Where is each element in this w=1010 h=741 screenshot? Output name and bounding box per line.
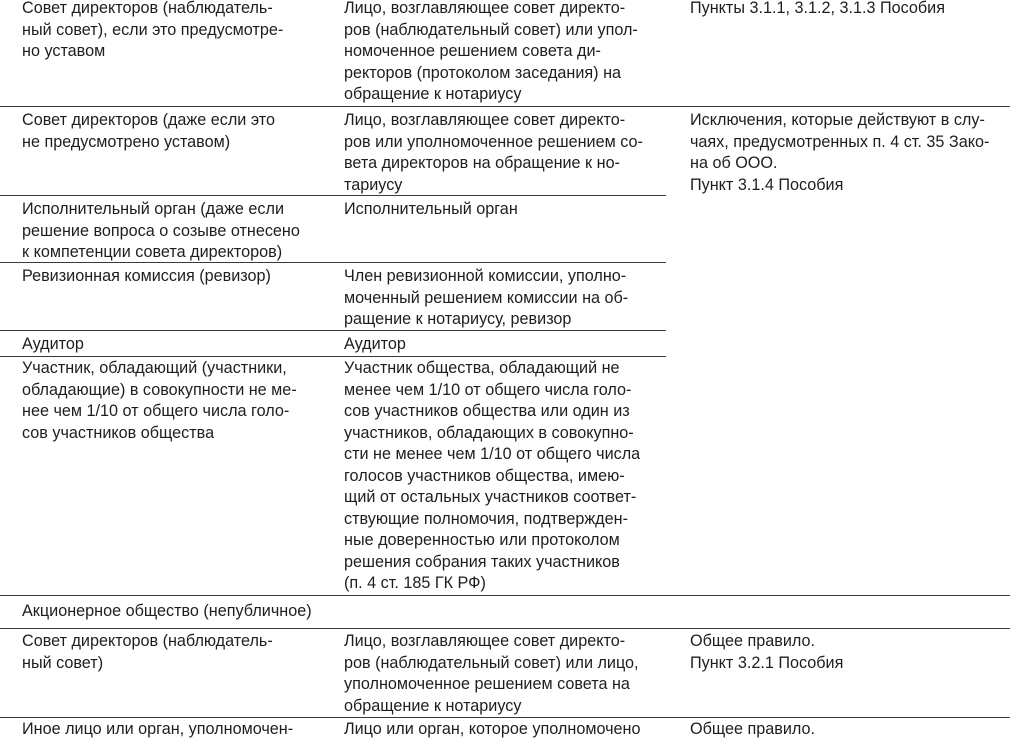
- row5-applicant: Аудитор: [344, 335, 406, 353]
- row5-initiator: Аудитор: [22, 335, 84, 353]
- row8-reference: Общее правило.: [690, 720, 816, 738]
- section-divider: [0, 628, 1010, 629]
- row4-applicant: Член ревизионной комиссии, уполно- моченный решением комиссии на об- ращение к нотариусу, ревизор: [344, 267, 629, 328]
- row2-initiator: Совет директоров (даже если это не предусмотрено уставом): [22, 111, 275, 151]
- row1-applicant: Лицо, возглавляющее совет директо- ров (наблюдательный совет) или упол- номоченное решением совета ди- ректоров (протоколом заседания) на обращение к нотариусу: [344, 0, 638, 103]
- row7-reference: Общее правило. Пункт 3.2.1 Пособия: [690, 632, 844, 672]
- row6-initiator: Участник, обладающий (участники, обладающие) в совокупности не ме- нее чем 1/10 от общего числа голо- сов участников общества: [22, 359, 297, 442]
- row7-initiator: Совет директоров (наблюдатель- ный совет): [22, 632, 273, 672]
- row-divider: [0, 195, 666, 196]
- row8-applicant: Лицо или орган, которое уполномочено: [344, 720, 641, 738]
- row3-applicant: Исполнительный орган: [344, 200, 518, 218]
- row2-applicant: Лицо, возглавляющее совет директо- ров или уполномоченное решением со- вета директоров на обращение к но- тариусу: [344, 111, 643, 194]
- row1-initiator: Совет директоров (наблюдатель- ный совет), если это предусмотре- но уставом: [22, 0, 284, 60]
- row4-initiator: Ревизионная комиссия (ревизор): [22, 267, 271, 285]
- row2-reference: Исключения, которые действуют в слу- чаях, предусмотренных п. 4 ст. 35 Зако- на об ООО. Пункт 3.1.4 Пособия: [690, 111, 990, 194]
- row1-reference: Пункты 3.1.1, 3.1.2, 3.1.3 Пособия: [690, 0, 945, 17]
- row3-initiator: Исполнительный орган (даже если решение вопроса о созыве отнесено к компетенции совета директоров): [22, 200, 300, 261]
- row-divider: [0, 262, 666, 263]
- section-title: Акционерное общество (непубличное): [22, 602, 312, 620]
- row-divider: [0, 717, 1010, 718]
- row6-applicant: Участник общества, обладающий не менее чем 1/10 от общего числа голо- сов участников общества или один из участников, обладающих в совокупно- сти не менее чем 1/10 от общего числа голосов участников общества, имею- щий от остальных участников соответ- ствующие полномочия, подтвержден- ные доверенностью или протоколом решения собрания таких участников (п. 4 ст. 185 ГК РФ): [344, 359, 641, 592]
- row-divider: [0, 356, 666, 357]
- row-divider: [0, 330, 666, 331]
- row-divider: [0, 106, 1010, 107]
- row8-initiator: Иное лицо или орган, уполномочен-: [22, 720, 294, 738]
- row-divider: [0, 595, 1010, 596]
- row7-applicant: Лицо, возглавляющее совет директо- ров (наблюдательный совет) или лицо, уполномоченное решением совета на обращение к нотариусу: [344, 632, 639, 715]
